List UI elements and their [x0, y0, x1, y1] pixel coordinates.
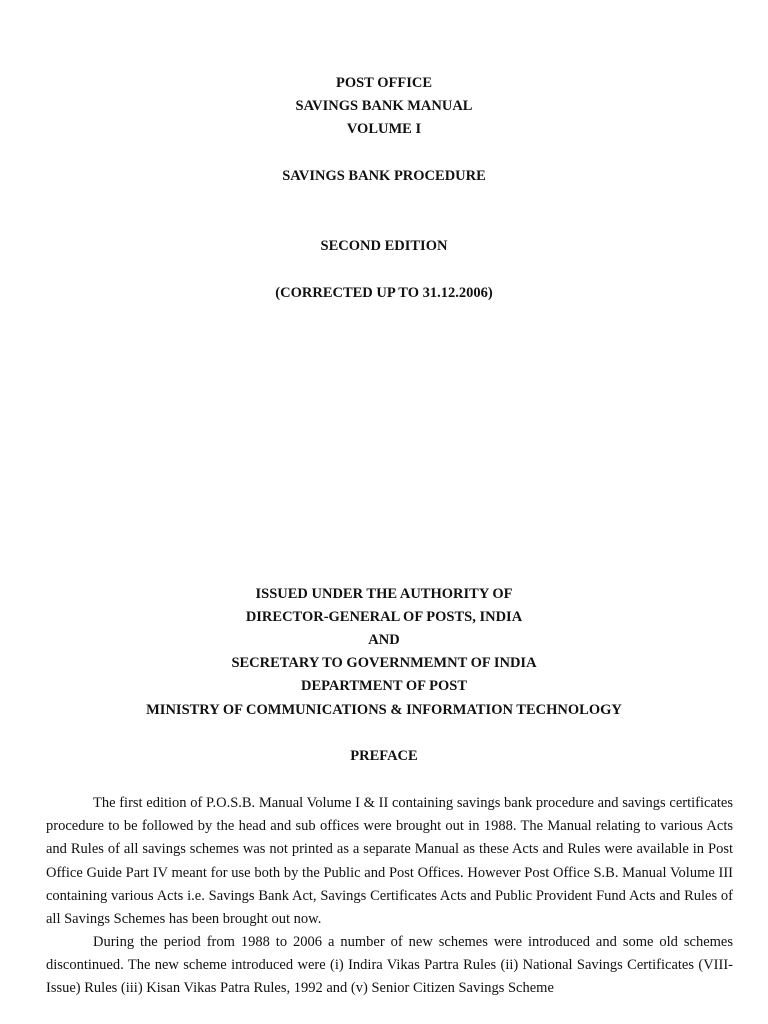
preface-paragraph-1: The first edition of P.O.S.B. Manual Volume I & II containing savings bank procedure and savings certificates procedure to be followed by the head and sub offices were brought out in 1988. The Manual relating to various Acts and Rules of all savings schemes was not printed as a separate Manual as these Acts and Rules were available in Post Office Guide Part IV meant for use both by the Public and Post Offices. However Post Office S.B. Manual Volume III containing various Acts i.e. Savings Bank Act, Savings Certificates Acts and Public Provident Fund Acts and Rules of all Savings Schemes has been brought out now.: [46, 795, 733, 928]
authority-line-and: AND: [368, 632, 400, 648]
preface-paragraph-2: During the period from 1988 to 2006 a number of new schemes were introduced and some old schemes discontinued. The new scheme introduced were (i) Indira Vikas Partra Rules (ii) National Savings Certificates (VIII-Issue) Rules (iii) Kisan Vikas Patra Rules, 1992 and (v) Senior Citizen Savings Scheme: [46, 934, 733, 997]
authority-line-ministry: MINISTRY OF COMMUNICATIONS & INFORMATION TECHNOLOGY: [146, 702, 622, 718]
authority-line-secretary: SECRETARY TO GOVERNMEMNT OF INDIA: [231, 655, 537, 671]
edition-label: SECOND EDITION: [320, 238, 448, 254]
authority-line-department: DEPARTMENT OF POST: [301, 678, 467, 694]
title-line-manual: SAVINGS BANK MANUAL: [295, 98, 473, 114]
authority-line-issued: ISSUED UNDER THE AUTHORITY OF: [255, 586, 513, 602]
title-line-volume: VOLUME I: [346, 121, 422, 137]
authority-line-director: DIRECTOR-GENERAL OF POSTS, INDIA: [245, 609, 523, 625]
subtitle-procedure: SAVINGS BANK PROCEDURE: [282, 168, 486, 184]
corrected-date: (CORRECTED UP TO 31.12.2006): [275, 285, 493, 301]
title-line-post-office: POST OFFICE: [335, 75, 432, 91]
preface-heading: PREFACE: [350, 748, 418, 764]
